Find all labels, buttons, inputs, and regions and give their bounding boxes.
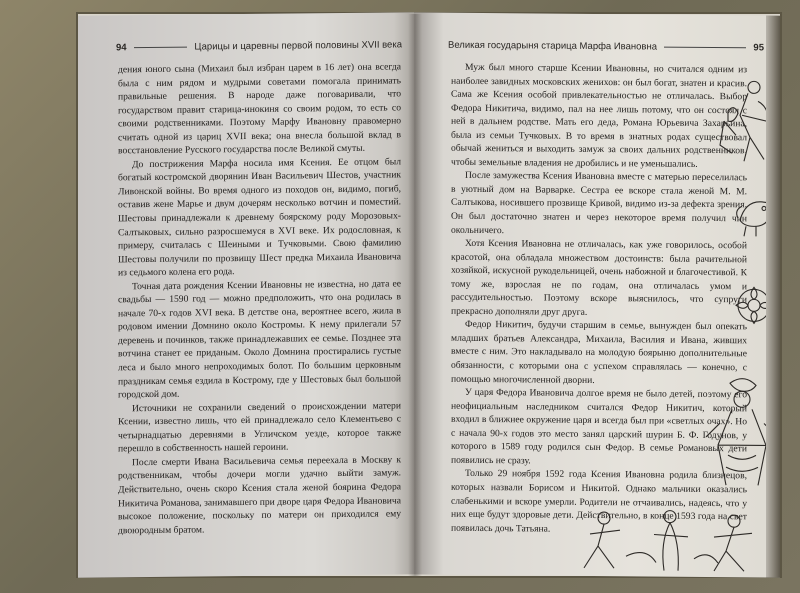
paragraph: Хотя Ксения Ивановна не отличалась, как уже говорилось, особой красотой, она обладала множеством достоинств: была рачительной хозяйкой, искусной рукодельницей, очень набожной и благочестивой. К тому же, взрослая не по годам, она отличалась умом и рассудительностью. Поэтому вскоре выяснилось, что супруги прекрасно дополняли друг друга. <box>451 237 747 318</box>
paragraph: Муж был много старше Ксении Ивановны, но считался одним из наиболее завидных московских женихов: он был богат, знатен и красив. Сама же Ксения особой привлекательностью не отличалась. Выбор Федора Никитича, видимо, пал на нее лишь потому, что он состоял с ней в дальнем родстве. Мать его деда, Романа Юрьевича Захарьина, была из семьи Тучковых. В то время в знатных родах существовал обычай жениться и выходить замуж за своих дальних родственников, чтобы земельные владения не дробились и не уменьшались. <box>451 61 747 170</box>
paragraph: Федор Никитич, будучи старшим в семье, вынужден был опекать младших братьев Александра, Михаила, Василия и Ивана, живших вместе с ним. Это накладывало на молодую боярыню дополнительные обязанности, с которыми она с успехом справлялась — конечно, с помощью многочисленной дворни. <box>451 319 747 386</box>
book-spread <box>78 14 780 576</box>
left-running-head <box>116 39 402 53</box>
left-running-title: Царицы и царевны первой половины XVII века <box>194 39 402 53</box>
header-rule <box>134 47 188 49</box>
paragraph: Точная дата рождения Ксении Ивановны не известна, но дата ее свадьбы — 1590 год — можно предположить, что она родилась в начале 70-х годов XVI века. В детстве она, вероятнее всего, жила в родовом имении Домнино около Костромы. К нему прилегали 57 деревень и починков, также принадлежавших ее семье. Позднее эта вотчина станет ее приданым. Около Домнина простирались густые леса и было много непроходимых болот. По большим церковным праздникам семья ездила в Кострому, где у Шестовых был большой городской дом. <box>118 278 401 401</box>
paragraph: У царя Федора Ивановича долгое время не было детей, поэтому его неофициальным наследником считался Федор Никитич, который входил в ближнее окружение царя и всегда был при «светлых очах». Но с начала 90-х годов это место занял царский шурин Б. Ф. Годунов, у которого в 1589 году родился сын Федор. В семье Романовых дети появились не сразу. <box>451 386 747 467</box>
page-number-left: 94 <box>116 42 127 54</box>
dancing-figures-icon <box>574 506 774 576</box>
courtier-figure-icon <box>702 375 776 496</box>
paragraph: До пострижения Марфа носила имя Ксения. Ее отцом был богатый костромской дворянин Иван Васильевич Шестов, участник Ливонской войны. Во время одного из походов он, видимо, погиб, оставив жене Марье и двум дочерям несколько вотчин и поместий. Шестовы принадлежали к древнему боярскому роду Морозовых-Салтыковых, сильно разросшемуся в XVI веке. Их родословная, к примеру, считалась с Шеиными и Тучковыми. Свою фамилию Шестовы получили по прозвищу Шест предка Михаила Ивановича из седьмого колена его рода. <box>118 156 401 279</box>
right-running-head <box>448 40 764 54</box>
right-running-title: Великая государыня старица Марфа Ивановна <box>448 39 657 53</box>
paragraph: После смерти Ивана Васильевича семья переехала в Москву к родственникам, чтобы дочери могли удачно выйти замуж. Действительно, очень скоро Ксения стала женой боярина Федора Никитича Романова, занимавшего при дворе царя Федора Ивановича высокое положение, поскольку по матери он приходился ему двоюродным братом. <box>118 454 401 536</box>
paragraph: После замужества Ксения Ивановна вместе с матерью переселилась в уютный дом на Варварке. Сестра ее вскоре стала женой М. М. Салтыкова, носившего прозвище Кривой, видимо из-за дефекта зрения. Он был достаточно знатен и через некоторое время получил чин окольничего. <box>451 170 747 236</box>
book-gutter <box>408 14 422 576</box>
left-page <box>78 12 414 578</box>
right-page <box>414 12 780 577</box>
page-edge <box>766 15 780 577</box>
paragraph: Только 29 ноября 1592 года Ксения Ивановна родила близнецов, которых назвали Борисом и Никитой. Однако мальчики оказались слабенькими и вскоре умерли. Родители не отчаивались, надеясь, что у них еще будут здоровые дети. Действительно, в конце 1593 года на свет появилась дочь Татьяна. <box>451 468 747 535</box>
page-number-right: 95 <box>753 42 764 54</box>
paragraph: дения юного сына (Михаил был избран царем в 16 лет) она всегда была с ним рядом и мудрыми советами помогала принимать правильные решения. В народе даже поговаривали, что государством правит старица-инокиня со своим родом, то есть со своими родственниками. Поэтому Марфу Ивановну правомерно считать одной из цариц XVII века; она внесла большой вклад в восстановление Русского государства после Великой смуты. <box>118 61 401 157</box>
left-body-text <box>118 60 401 537</box>
paragraph: Источники не сохранили сведений о происхождении матери Ксении, известно лишь, что ей принадлежало село Клементьево с четырнадцатью деревнями в Угличском уезде, которое также перешло в собственность нашей героини. <box>118 400 401 455</box>
header-rule <box>664 47 746 49</box>
